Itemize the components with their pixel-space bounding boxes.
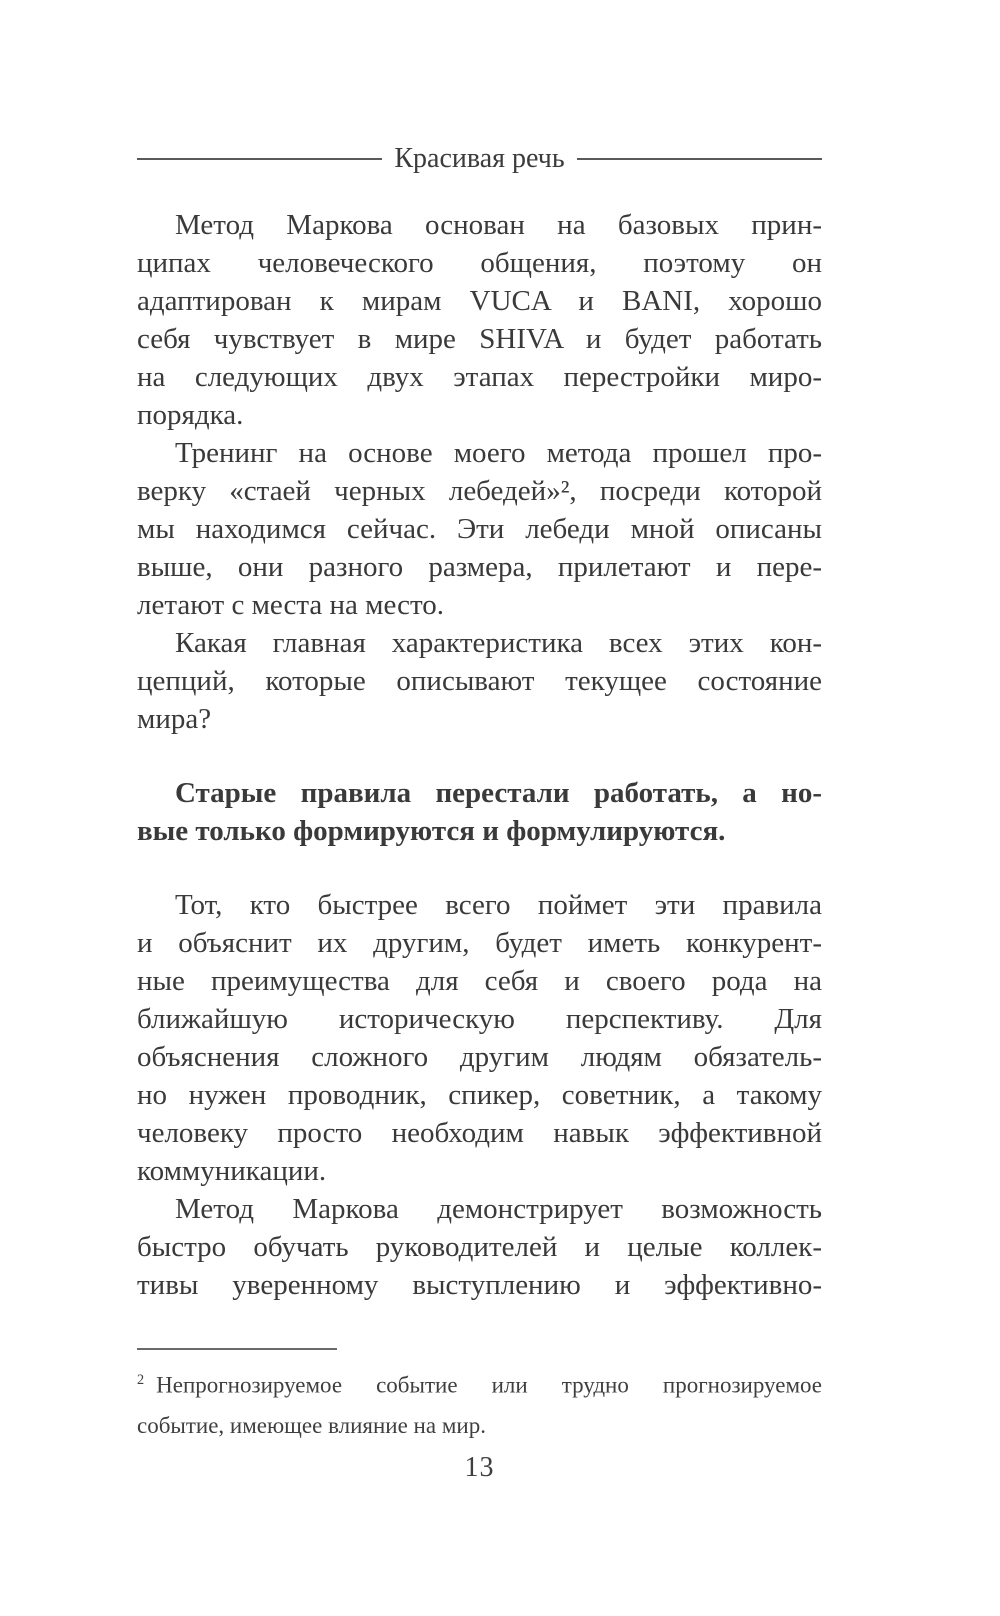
text-line: ципах человеческого общения, поэтому он bbox=[137, 247, 822, 279]
text-line: коммуникации. bbox=[137, 1155, 327, 1187]
text-line: Старые правила перестали работать, а но- bbox=[175, 777, 822, 809]
text-line: Тот, кто быстрее всего поймет эти правила bbox=[175, 889, 822, 921]
text-line: быстро обучать руководителей и целые коллек- bbox=[137, 1231, 822, 1263]
text-line: на следующих двух этапах перестройки миро- bbox=[137, 361, 822, 393]
paragraph bbox=[137, 624, 822, 738]
footnote bbox=[137, 1360, 822, 1446]
text-line: порядка. bbox=[137, 399, 244, 431]
paragraph bbox=[137, 1190, 822, 1304]
footnote-text: Непрогнозируемое событие или трудно прогнозируемое bbox=[156, 1372, 822, 1398]
text-line: Метод Маркова демонстрирует возможность bbox=[175, 1193, 822, 1225]
footnote-marker: 2 bbox=[137, 1372, 145, 1388]
page-number: 13 bbox=[464, 1451, 495, 1483]
text-line: тивы уверенному выступлению и эффективно- bbox=[137, 1269, 822, 1301]
paragraph-bold-statement bbox=[137, 774, 822, 850]
footnote-line: событие, имеющее влияние на мир. bbox=[137, 1412, 486, 1438]
text-line: Метод Маркова основан на базовых прин- bbox=[175, 209, 822, 241]
text-line: верку «стаей черных лебедей»², посреди которой bbox=[137, 475, 822, 507]
text-line: вые только формируются и формулируются. bbox=[137, 815, 726, 847]
text-line: летают с места на место. bbox=[137, 589, 445, 621]
text-line: человеку просто необходим навык эффективной bbox=[137, 1117, 822, 1149]
text-line: мы находимся сейчас. Эти лебеди мной описаны bbox=[137, 513, 822, 545]
running-head bbox=[137, 142, 822, 176]
running-head-title: Красивая речь bbox=[394, 143, 565, 174]
text-line: Какая главная характеристика всех этих кон- bbox=[175, 627, 822, 659]
text-line: цепций, которые описывают текущее состояние bbox=[137, 665, 822, 697]
text-line: себя чувствует в мире SHIVA и будет работать bbox=[137, 323, 822, 355]
body-text bbox=[137, 206, 822, 1304]
footnote-separator-rule bbox=[137, 1348, 337, 1350]
paragraph bbox=[137, 886, 822, 1190]
text-line: выше, они разного размера, прилетают и пере- bbox=[137, 551, 822, 583]
text-line: и объяснит их другим, будет иметь конкурент- bbox=[137, 927, 822, 959]
text-line: объяснения сложного другим людям обязатель- bbox=[137, 1041, 822, 1073]
text-line: ные преимущества для себя и своего рода на bbox=[137, 965, 822, 997]
header-rule-left bbox=[137, 158, 382, 160]
text-line: ближайшую историческую перспективу. Для bbox=[137, 1003, 822, 1035]
text-line: но нужен проводник, спикер, советник, а такому bbox=[137, 1079, 822, 1111]
text-line: мира? bbox=[137, 703, 212, 735]
footnote-line bbox=[137, 1360, 822, 1406]
text-line: адаптирован к мирам VUCA и BANI, хорошо bbox=[137, 285, 822, 317]
paragraph bbox=[137, 206, 822, 434]
header-rule-right bbox=[577, 158, 822, 160]
paragraph bbox=[137, 434, 822, 624]
text-line: Тренинг на основе моего метода прошел про- bbox=[175, 437, 822, 469]
